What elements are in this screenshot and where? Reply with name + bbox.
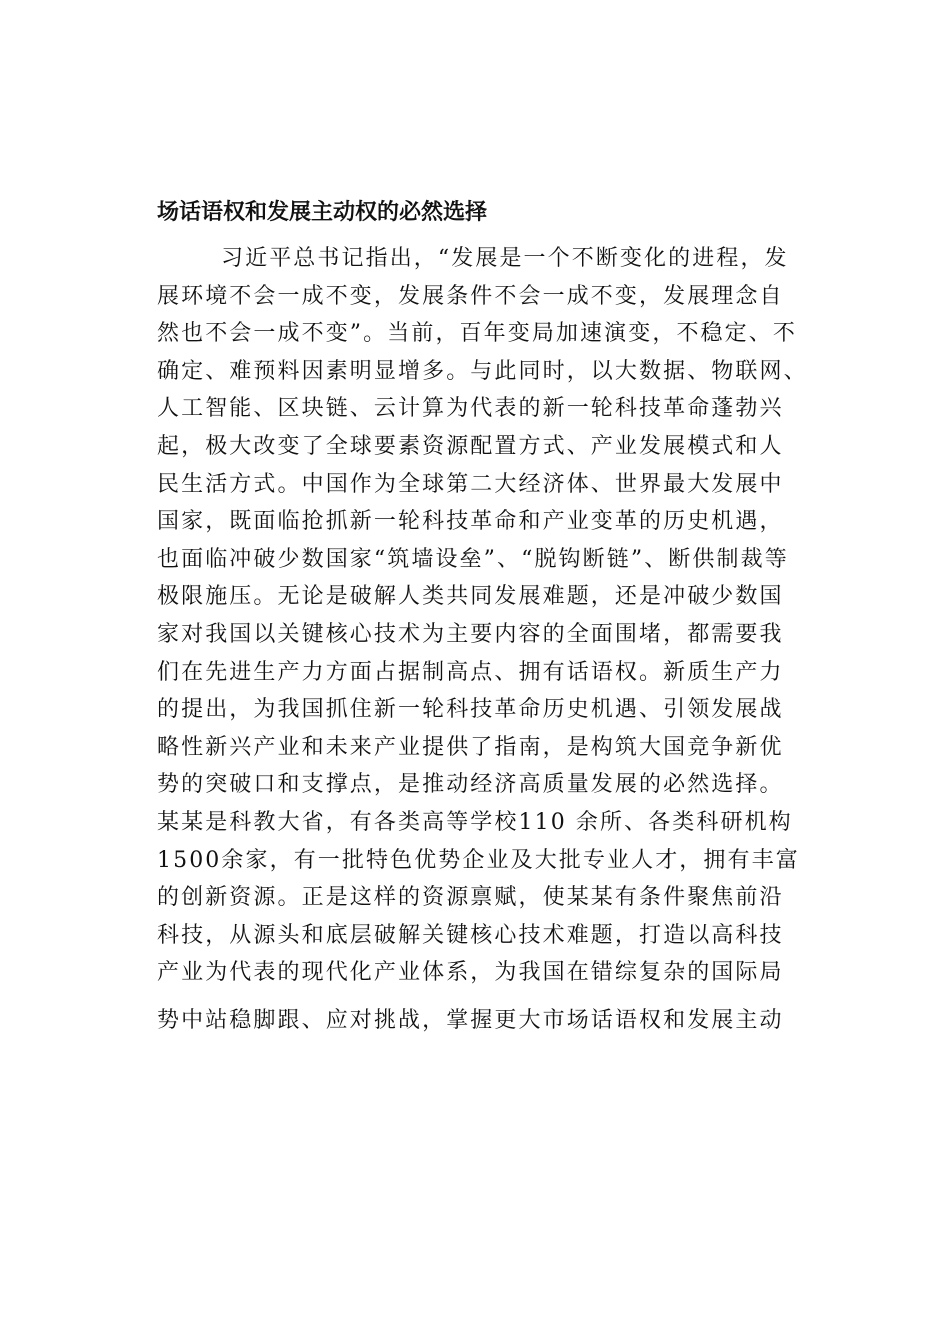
text-line: 的提出，为我国抓住新一轮科技革命历史机遇、引领发展战 bbox=[157, 697, 784, 723]
text-line: 科技，从源头和底层破解关键核心技术难题，打造以高科技 bbox=[157, 922, 784, 948]
text-line: 1500余家，有一批特色优势企业及大批专业人才，拥有丰富 bbox=[157, 847, 800, 873]
text-line: 们在先进生产力方面占据制高点、拥有话语权。新质生产力 bbox=[157, 659, 784, 685]
text-line: 确定、难预料因素明显增多。与此同时，以大数据、物联网、 bbox=[157, 358, 808, 384]
text-line: 也面临冲破少数国家“筑墙设垒”、“脱钩断链”、断供制裁等 bbox=[157, 546, 789, 572]
section-heading: 场话语权和发展主动权的必然选择 bbox=[157, 200, 488, 225]
text-line: 某某是科教大省，有各类高等学校110 余所、各类科研机构 bbox=[157, 809, 793, 835]
text-line: 国家，既面临抢抓新一轮科技革命和产业变革的历史机遇， bbox=[157, 509, 784, 535]
text-line: 人工智能、区块链、云计算为代表的新一轮科技革命蓬勃兴 bbox=[157, 396, 784, 422]
text-line: 的创新资源。正是这样的资源禀赋，使某某有条件聚焦前沿 bbox=[157, 885, 784, 911]
text-line: 极限施压。无论是破解人类共同发展难题，还是冲破少数国 bbox=[157, 584, 784, 610]
text-line: 家对我国以关键核心技术为主要内容的全面围堵，都需要我 bbox=[157, 621, 784, 647]
text-line: 民生活方式。中国作为全球第二大经济体、世界最大发展中 bbox=[157, 471, 784, 497]
text-line: 展环境不会一成不变，发展条件不会一成不变，发展理念自 bbox=[157, 283, 784, 309]
text-line: 产业为代表的现代化产业体系，为我国在错综复杂的国际局 bbox=[157, 960, 784, 986]
text-line: 势中站稳脚跟、应对挑战，掌握更大市场话语权和发展主动 bbox=[157, 1007, 784, 1033]
text-line: 势的突破口和支撑点，是推动经济高质量发展的必然选择。 bbox=[157, 772, 784, 798]
text-line: 然也不会一成不变”。当前，百年变局加速演变，不稳定、不 bbox=[157, 321, 797, 347]
text-line: 习近平总书记指出，“发展是一个不断变化的进程，发 bbox=[221, 246, 789, 271]
text-line: 起，极大改变了全球要素资源配置方式、产业发展模式和人 bbox=[157, 433, 784, 459]
text-line: 略性新兴产业和未来产业提供了指南，是构筑大国竞争新优 bbox=[157, 734, 784, 760]
body-paragraph bbox=[157, 240, 827, 1039]
